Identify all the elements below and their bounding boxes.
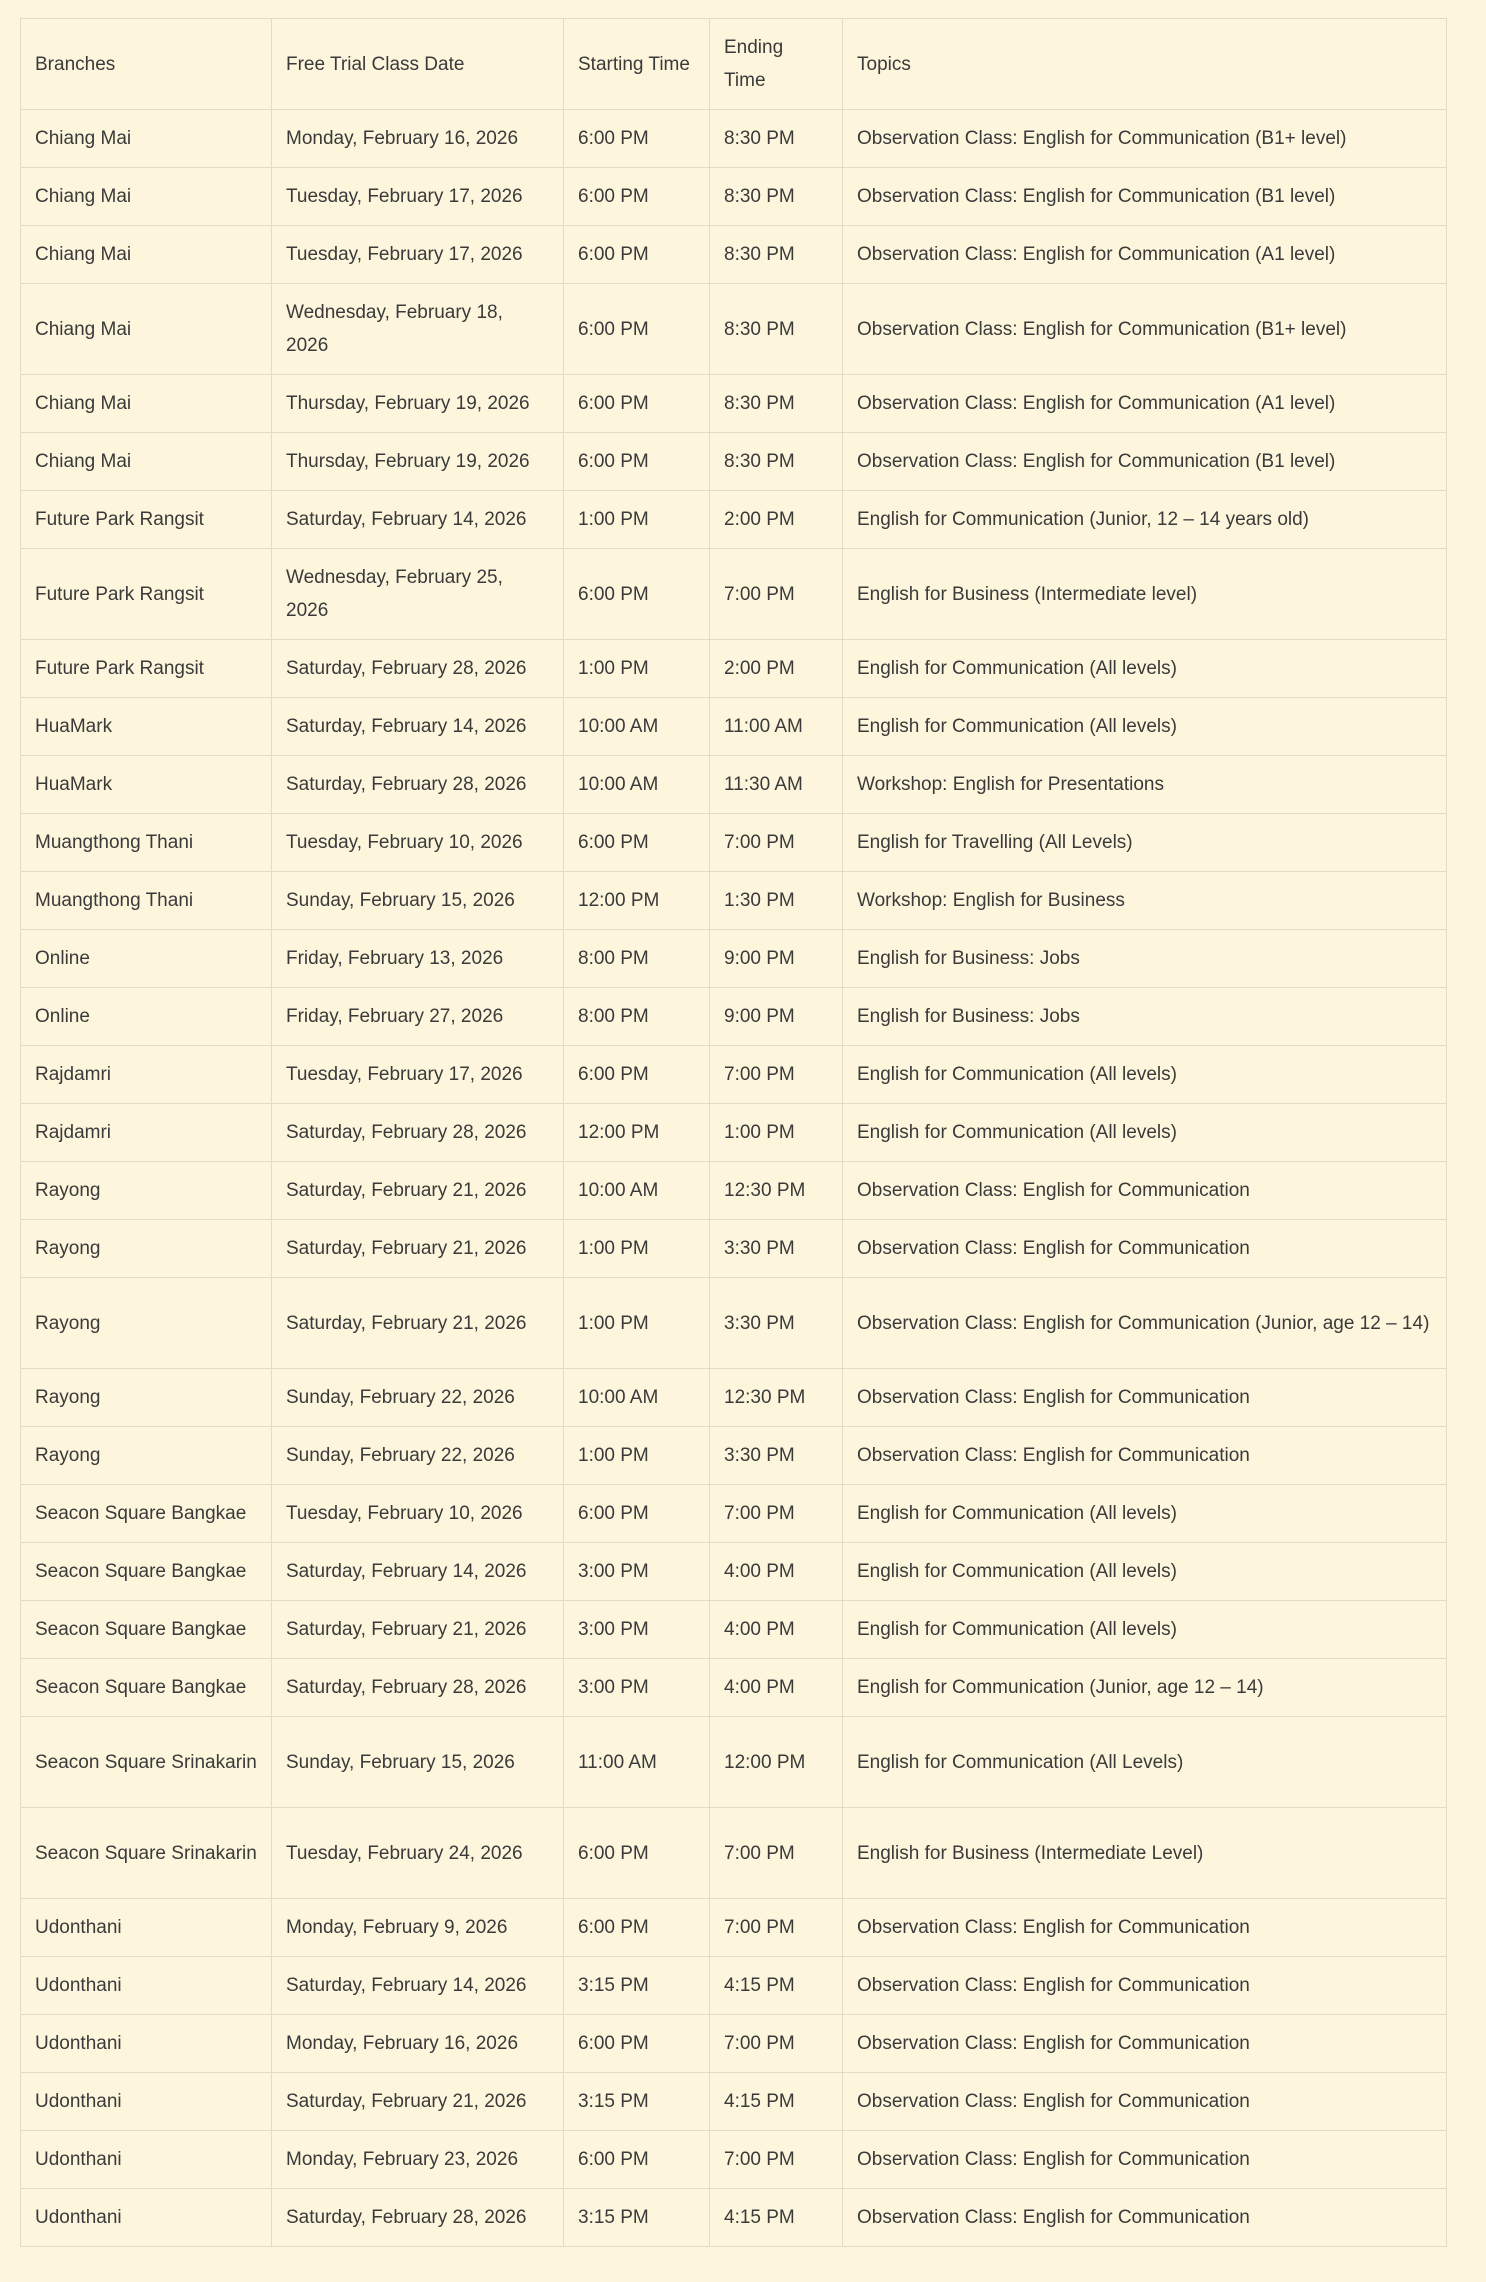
cell-date: Saturday, February 28, 2026 [272,640,564,698]
table-row [21,988,1447,1046]
cell-date: Saturday, February 21, 2026 [272,2073,564,2131]
cell-starting-time: 3:15 PM [564,1957,710,2015]
cell-topic: English for Communication (All levels) [843,1485,1447,1543]
table-header [21,19,1447,110]
cell-branch: Rayong [21,1278,272,1369]
table-row [21,375,1447,433]
cell-starting-time: 6:00 PM [564,1046,710,1104]
cell-topic: Observation Class: English for Communication (B1 level) [843,168,1447,226]
cell-ending-time: 7:00 PM [710,1485,843,1543]
table-row [21,1543,1447,1601]
cell-starting-time: 1:00 PM [564,640,710,698]
cell-branch: Online [21,930,272,988]
cell-topic: Observation Class: English for Communication [843,1899,1447,1957]
cell-branch: Seacon Square Bangkae [21,1485,272,1543]
cell-date: Thursday, February 19, 2026 [272,375,564,433]
cell-date: Monday, February 9, 2026 [272,1899,564,1957]
cell-topic: English for Business (Intermediate level) [843,549,1447,640]
cell-topic: Observation Class: English for Communication [843,1427,1447,1485]
table-row [21,756,1447,814]
cell-ending-time: 8:30 PM [710,168,843,226]
cell-ending-time: 7:00 PM [710,2015,843,2073]
cell-date: Tuesday, February 17, 2026 [272,226,564,284]
cell-branch: Future Park Rangsit [21,640,272,698]
header-topics: Topics [843,19,1447,110]
header-starting-time: Starting Time [564,19,710,110]
cell-branch: Udonthani [21,2015,272,2073]
cell-branch: Chiang Mai [21,284,272,375]
table-row [21,284,1447,375]
cell-date: Tuesday, February 10, 2026 [272,814,564,872]
free-trial-schedule-table [20,18,1447,2247]
cell-date: Monday, February 16, 2026 [272,2015,564,2073]
cell-branch: Seacon Square Bangkae [21,1543,272,1601]
cell-branch: Seacon Square Bangkae [21,1601,272,1659]
cell-topic: English for Communication (All levels) [843,1104,1447,1162]
table-row [21,2073,1447,2131]
cell-topic: Observation Class: English for Communication (B1+ level) [843,110,1447,168]
cell-branch: Rayong [21,1427,272,1485]
cell-date: Saturday, February 28, 2026 [272,1659,564,1717]
table-row [21,640,1447,698]
cell-branch: Future Park Rangsit [21,549,272,640]
cell-ending-time: 2:00 PM [710,491,843,549]
table-row [21,549,1447,640]
cell-date: Saturday, February 21, 2026 [272,1601,564,1659]
cell-branch: HuaMark [21,698,272,756]
cell-starting-time: 1:00 PM [564,1220,710,1278]
cell-topic: English for Communication (All levels) [843,640,1447,698]
cell-date: Wednesday, February 18, 2026 [272,284,564,375]
cell-topic: English for Travelling (All Levels) [843,814,1447,872]
cell-starting-time: 6:00 PM [564,284,710,375]
cell-date: Monday, February 23, 2026 [272,2131,564,2189]
table-row [21,1220,1447,1278]
cell-branch: Chiang Mai [21,226,272,284]
cell-topic: Observation Class: English for Communication [843,1162,1447,1220]
cell-branch: Muangthong Thani [21,872,272,930]
cell-starting-time: 10:00 AM [564,1369,710,1427]
cell-topic: Observation Class: English for Communication (A1 level) [843,226,1447,284]
cell-topic: English for Business: Jobs [843,988,1447,1046]
cell-date: Saturday, February 28, 2026 [272,2189,564,2247]
cell-starting-time: 6:00 PM [564,1808,710,1899]
table-row [21,2015,1447,2073]
cell-starting-time: 12:00 PM [564,1104,710,1162]
cell-ending-time: 7:00 PM [710,1046,843,1104]
cell-starting-time: 11:00 AM [564,1717,710,1808]
table-row [21,2189,1447,2247]
cell-ending-time: 9:00 PM [710,930,843,988]
cell-date: Tuesday, February 17, 2026 [272,168,564,226]
cell-branch: Online [21,988,272,1046]
cell-branch: Chiang Mai [21,168,272,226]
header-free-trial-class-date: Free Trial Class Date [272,19,564,110]
cell-ending-time: 3:30 PM [710,1220,843,1278]
cell-branch: Rayong [21,1369,272,1427]
cell-ending-time: 8:30 PM [710,284,843,375]
table-row [21,1808,1447,1899]
cell-date: Saturday, February 14, 2026 [272,698,564,756]
table-row [21,1717,1447,1808]
table-row [21,814,1447,872]
table-row [21,698,1447,756]
schedule-container [20,18,1446,2247]
cell-starting-time: 1:00 PM [564,1278,710,1369]
cell-starting-time: 8:00 PM [564,930,710,988]
cell-date: Tuesday, February 24, 2026 [272,1808,564,1899]
cell-starting-time: 10:00 AM [564,1162,710,1220]
cell-ending-time: 1:00 PM [710,1104,843,1162]
cell-topic: Observation Class: English for Communication [843,1220,1447,1278]
cell-topic: English for Communication (All Levels) [843,1717,1447,1808]
cell-starting-time: 6:00 PM [564,2015,710,2073]
cell-ending-time: 7:00 PM [710,2131,843,2189]
cell-starting-time: 6:00 PM [564,168,710,226]
cell-date: Saturday, February 14, 2026 [272,491,564,549]
cell-topic: Observation Class: English for Communication (Junior, age 12 – 14) [843,1278,1447,1369]
cell-starting-time: 10:00 AM [564,756,710,814]
cell-branch: Chiang Mai [21,375,272,433]
table-row [21,226,1447,284]
cell-branch: Udonthani [21,1899,272,1957]
cell-branch: Future Park Rangsit [21,491,272,549]
cell-ending-time: 4:00 PM [710,1601,843,1659]
cell-branch: Chiang Mai [21,110,272,168]
cell-topic: English for Communication (Junior, age 12 – 14) [843,1659,1447,1717]
table-body [21,110,1447,2247]
cell-branch: Seacon Square Srinakarin [21,1808,272,1899]
cell-branch: Udonthani [21,2131,272,2189]
cell-ending-time: 4:15 PM [710,2189,843,2247]
cell-branch: Seacon Square Bangkae [21,1659,272,1717]
cell-starting-time: 1:00 PM [564,491,710,549]
cell-topic: Observation Class: English for Communication [843,2073,1447,2131]
cell-starting-time: 3:00 PM [564,1543,710,1601]
table-row [21,1601,1447,1659]
cell-ending-time: 2:00 PM [710,640,843,698]
cell-ending-time: 4:15 PM [710,2073,843,2131]
cell-starting-time: 6:00 PM [564,110,710,168]
cell-starting-time: 6:00 PM [564,226,710,284]
cell-branch: HuaMark [21,756,272,814]
cell-branch: Seacon Square Srinakarin [21,1717,272,1808]
table-row [21,1162,1447,1220]
cell-ending-time: 12:30 PM [710,1162,843,1220]
header-branches: Branches [21,19,272,110]
cell-date: Saturday, February 14, 2026 [272,1543,564,1601]
table-row [21,1659,1447,1717]
cell-ending-time: 8:30 PM [710,433,843,491]
cell-ending-time: 1:30 PM [710,872,843,930]
cell-starting-time: 12:00 PM [564,872,710,930]
cell-ending-time: 9:00 PM [710,988,843,1046]
cell-ending-time: 7:00 PM [710,1808,843,1899]
cell-date: Sunday, February 15, 2026 [272,872,564,930]
cell-topic: Observation Class: English for Communication [843,1957,1447,2015]
table-row [21,2131,1447,2189]
header-ending-time: Ending Time [710,19,843,110]
cell-branch: Rajdamri [21,1046,272,1104]
cell-ending-time: 11:00 AM [710,698,843,756]
cell-ending-time: 3:30 PM [710,1278,843,1369]
cell-topic: English for Business (Intermediate Level) [843,1808,1447,1899]
cell-date: Saturday, February 21, 2026 [272,1162,564,1220]
cell-starting-time: 6:00 PM [564,814,710,872]
cell-starting-time: 6:00 PM [564,375,710,433]
cell-ending-time: 4:00 PM [710,1659,843,1717]
cell-date: Saturday, February 28, 2026 [272,756,564,814]
cell-topic: English for Communication (Junior, 12 – 14 years old) [843,491,1447,549]
cell-date: Saturday, February 14, 2026 [272,1957,564,2015]
cell-date: Sunday, February 22, 2026 [272,1427,564,1485]
cell-ending-time: 12:00 PM [710,1717,843,1808]
cell-starting-time: 6:00 PM [564,2131,710,2189]
table-row [21,1957,1447,2015]
cell-branch: Rayong [21,1162,272,1220]
table-row [21,1046,1447,1104]
cell-topic: Observation Class: English for Communication [843,2015,1447,2073]
cell-topic: Observation Class: English for Communication (B1+ level) [843,284,1447,375]
cell-ending-time: 7:00 PM [710,814,843,872]
cell-topic: Observation Class: English for Communication (B1 level) [843,433,1447,491]
cell-date: Wednesday, February 25, 2026 [272,549,564,640]
cell-starting-time: 8:00 PM [564,988,710,1046]
cell-topic: Workshop: English for Presentations [843,756,1447,814]
cell-date: Friday, February 27, 2026 [272,988,564,1046]
table-row [21,1369,1447,1427]
cell-topic: Workshop: English for Business [843,872,1447,930]
table-row [21,930,1447,988]
cell-topic: Observation Class: English for Communication [843,2131,1447,2189]
cell-topic: Observation Class: English for Communication [843,1369,1447,1427]
table-row [21,433,1447,491]
table-row [21,168,1447,226]
cell-starting-time: 6:00 PM [564,1899,710,1957]
cell-starting-time: 6:00 PM [564,1485,710,1543]
header-row [21,19,1447,110]
cell-ending-time: 11:30 AM [710,756,843,814]
cell-topic: Observation Class: English for Communication (A1 level) [843,375,1447,433]
cell-date: Friday, February 13, 2026 [272,930,564,988]
cell-branch: Chiang Mai [21,433,272,491]
cell-ending-time: 7:00 PM [710,549,843,640]
cell-starting-time: 1:00 PM [564,1427,710,1485]
cell-ending-time: 8:30 PM [710,110,843,168]
cell-starting-time: 10:00 AM [564,698,710,756]
cell-topic: English for Communication (All levels) [843,1046,1447,1104]
cell-starting-time: 3:00 PM [564,1659,710,1717]
cell-ending-time: 12:30 PM [710,1369,843,1427]
cell-date: Tuesday, February 17, 2026 [272,1046,564,1104]
cell-date: Sunday, February 15, 2026 [272,1717,564,1808]
cell-topic: Observation Class: English for Communication [843,2189,1447,2247]
cell-branch: Muangthong Thani [21,814,272,872]
cell-starting-time: 3:15 PM [564,2073,710,2131]
cell-ending-time: 4:00 PM [710,1543,843,1601]
cell-ending-time: 3:30 PM [710,1427,843,1485]
cell-date: Thursday, February 19, 2026 [272,433,564,491]
table-row [21,1104,1447,1162]
table-row [21,1899,1447,1957]
cell-branch: Udonthani [21,2073,272,2131]
cell-starting-time: 3:15 PM [564,2189,710,2247]
cell-topic: English for Communication (All levels) [843,1601,1447,1659]
table-row [21,491,1447,549]
cell-branch: Udonthani [21,2189,272,2247]
cell-topic: English for Communication (All levels) [843,698,1447,756]
cell-ending-time: 8:30 PM [710,375,843,433]
table-row [21,1485,1447,1543]
cell-date: Saturday, February 21, 2026 [272,1278,564,1369]
cell-branch: Rayong [21,1220,272,1278]
cell-ending-time: 8:30 PM [710,226,843,284]
cell-starting-time: 6:00 PM [564,549,710,640]
cell-date: Monday, February 16, 2026 [272,110,564,168]
cell-starting-time: 3:00 PM [564,1601,710,1659]
cell-date: Saturday, February 28, 2026 [272,1104,564,1162]
cell-starting-time: 6:00 PM [564,433,710,491]
table-row [21,1427,1447,1485]
cell-branch: Rajdamri [21,1104,272,1162]
cell-branch: Udonthani [21,1957,272,2015]
cell-topic: English for Business: Jobs [843,930,1447,988]
cell-ending-time: 7:00 PM [710,1899,843,1957]
cell-date: Sunday, February 22, 2026 [272,1369,564,1427]
cell-date: Tuesday, February 10, 2026 [272,1485,564,1543]
cell-ending-time: 4:15 PM [710,1957,843,2015]
cell-topic: English for Communication (All levels) [843,1543,1447,1601]
cell-date: Saturday, February 21, 2026 [272,1220,564,1278]
table-row [21,872,1447,930]
table-row [21,1278,1447,1369]
table-row [21,110,1447,168]
